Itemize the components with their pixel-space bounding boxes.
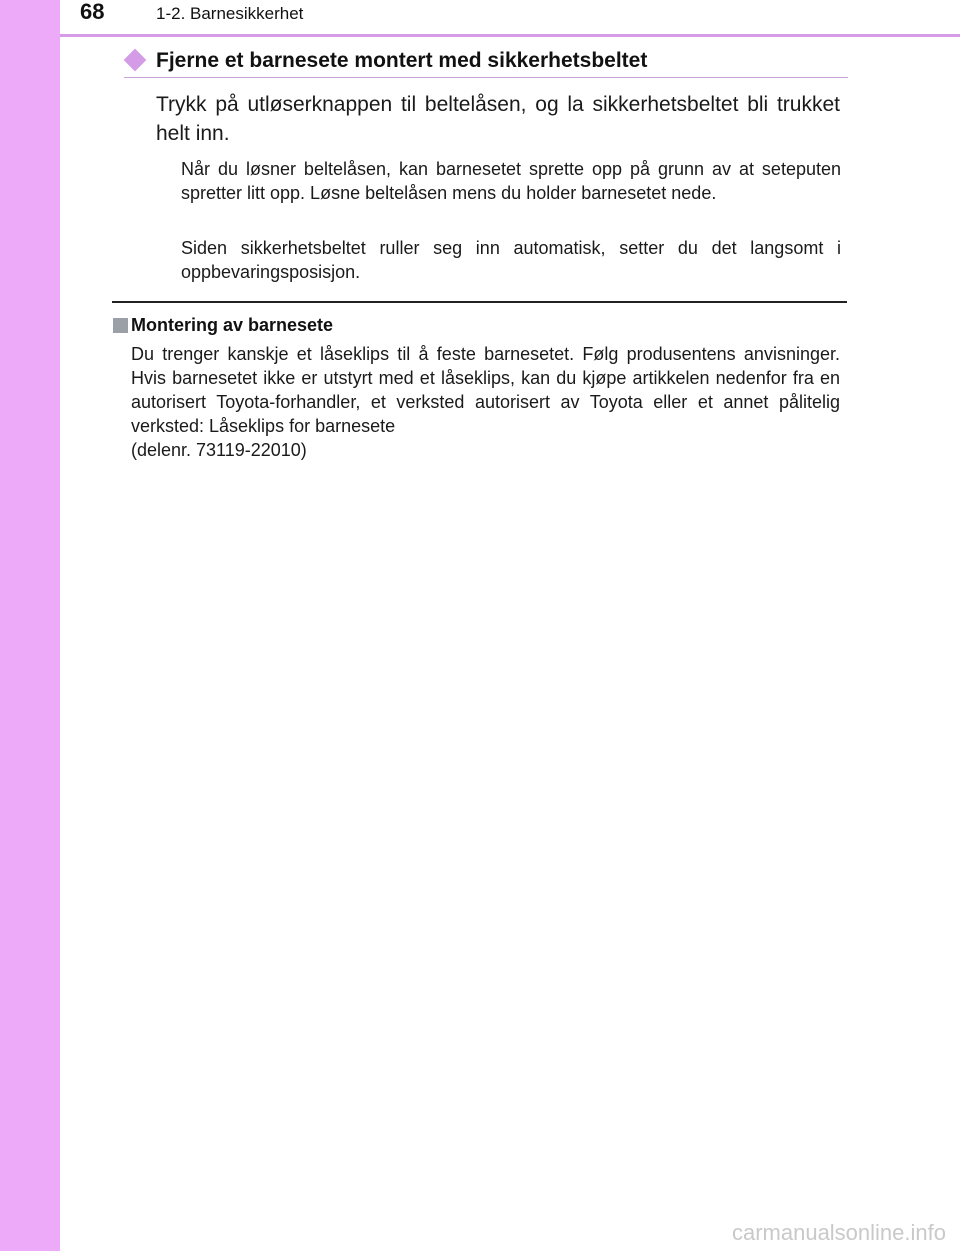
- info-title: Montering av barnesete: [131, 315, 334, 335]
- instruction-text: Trykk på utløserknappen til beltelåsen, og la sikkerhetsbeltet bli trukket helt inn.: [156, 93, 840, 145]
- watermark: carmanualsonline.info: [731, 1220, 946, 1245]
- header-rule: [60, 34, 960, 37]
- subsection-title: Fjerne et barnesete montert med sikkerhetsbeltet: [156, 49, 648, 72]
- page-number: 68: [80, 0, 105, 24]
- square-bullet-icon: [113, 318, 128, 333]
- diamond-icon: [124, 49, 147, 72]
- section-divider: [112, 301, 847, 303]
- info-body: Du trenger kanskje et låseklips til å feste barnesetet. Følg produsentens anvisninger. Hvis barnesetet ikke er utstyrt med et låseklips, kan du kjøpe artikkelen nedenfor fra en autorisert Toyota-forhandler, et verksted autorisert av Toyota eller et annet pålitelig verksted: Låseklips for barnesete: [131, 344, 840, 436]
- subsection-header: [124, 47, 848, 78]
- note-paragraph: Når du løsner beltelåsen, kan barnesetet sprette opp på grunn av at seteputen spretter litt opp. Løsne beltelåsen mens du holder barnesetet nede.: [181, 159, 841, 203]
- section-label: 1-2. Barnesikkerhet: [156, 4, 304, 23]
- sidebar-tab: [0, 0, 60, 1251]
- part-number: (delenr. 73119-22010): [131, 440, 307, 460]
- note-paragraph: Siden sikkerhetsbeltet ruller seg inn automatisk, setter du det langsomt i oppbevaringsposisjon.: [181, 238, 841, 282]
